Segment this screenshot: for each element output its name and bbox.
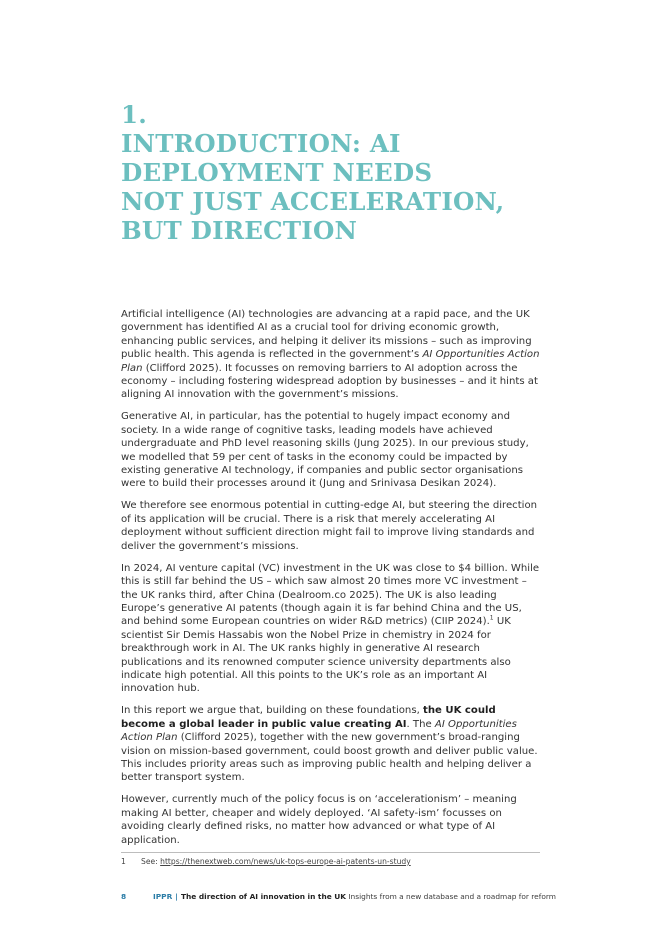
footnote-ref[interactable]: 1 xyxy=(489,614,494,622)
paragraph-1: Artificial intelligence (AI) technologies are advancing at a rapid pace, and the UK government has identified AI as a crucial tool for driving economic growth, enhancing public services, and helping it deliver its missions – such as improving public health. This agenda is reflected in the government’s AI Opportunities Action Plan (Clifford 2025). It focusses on removing barriers to AI adoption across the economy – including fostering widespread adoption by businesses – and it hints at aligning AI innovation with the government’s missions. xyxy=(121,309,540,401)
paragraph-5: In this report we argue that, building on these foundations, the UK could become a global leader in public value creating AI. The AI Opportunities Action Plan (Clifford 2025), together with the new government’s broad-ranging vision on mission-based government, could boost growth and deliver public value. This includes priority areas such as improving public health and helping deliver a better transport system. xyxy=(121,705,538,784)
heading-line: BUT DIRECTION xyxy=(121,216,358,245)
action-plan-title: AI Opportunities Action Plan xyxy=(121,349,540,374)
chapter-heading xyxy=(121,100,551,245)
heading-line: INTRODUCTION: AI xyxy=(121,129,401,158)
footnote-number: 1 xyxy=(121,857,126,866)
footnote-link[interactable]: https://thenextweb.com/news/uk-tops-europe-ai-patents-un-study xyxy=(160,857,411,866)
footnote-prefix: See: xyxy=(141,857,161,866)
footer-subtitle: Insights from a new database and a roadmap for reform xyxy=(346,892,556,901)
heading-line: NOT JUST ACCELERATION, xyxy=(121,187,505,216)
footer-separator: | xyxy=(175,892,178,901)
footer-org: IPPR xyxy=(153,892,173,901)
footnote xyxy=(121,857,541,866)
body-text xyxy=(121,308,541,856)
footnote-divider xyxy=(121,852,540,853)
paragraph-4: In 2024, AI venture capital (VC) investment in the UK was close to $4 billion. While this is still far behind the US – which saw almost 20 times more VC investment – the UK ranks third, after China (Dealroom.co 2025). The UK is also leading Europe’s generative AI patents (though again it is far behind China and the US, and behind some European countries on wider R&D metrics) (CIIP 2024).$^1$ UK scientist Sir Demis Hassabis won the Nobel Prize in chemistry in 2024 for breakthrough work in AI. The UK ranks highly in generative AI research publications and its renowned computer science university departments also indicate high potential. All this points to the UK’s role as an important AI innovation hub. xyxy=(121,562,540,695)
page-footer xyxy=(121,892,556,901)
paragraph-2: Generative AI, in particular, has the potential to hugely impact economy and society. In a wide range of cognitive tasks, leading models have achieved undergraduate and PhD level reasoning skills (Jung 2025). In our previous study, we modelled that 59 per cent of tasks in the economy could be impacted by existing generative AI technology, if companies and public sector organisations were to build their processes around it (Jung and Srinivasa Desikan 2024). xyxy=(121,411,529,490)
paragraph-6: However, currently much of the policy focus is on ‘accelerationism’ – meaning making AI better, cheaper and widely deployed. ‘AI safety-ism’ focusses on avoiding clearly defined risks, no matter how advanced or what type of AI application. xyxy=(121,794,517,846)
key-claim: the UK could become a global leader in public value creating AI xyxy=(121,705,496,730)
action-plan-title: AI Opportunities Action Plan xyxy=(121,718,517,744)
paragraph-3: We therefore see enormous potential in cutting-edge AI, but steering the direction of its application will be crucial. There is a risk that merely accelerating AI deployment without sufficient direction might fail to improve living standards and deliver the government’s missions. xyxy=(121,500,538,552)
footer-title: The direction of AI innovation in the UK xyxy=(180,892,347,901)
page-number: 8 xyxy=(121,892,127,901)
heading-line: DEPLOYMENT NEEDS xyxy=(121,158,433,187)
chapter-number: 1. xyxy=(121,100,147,129)
